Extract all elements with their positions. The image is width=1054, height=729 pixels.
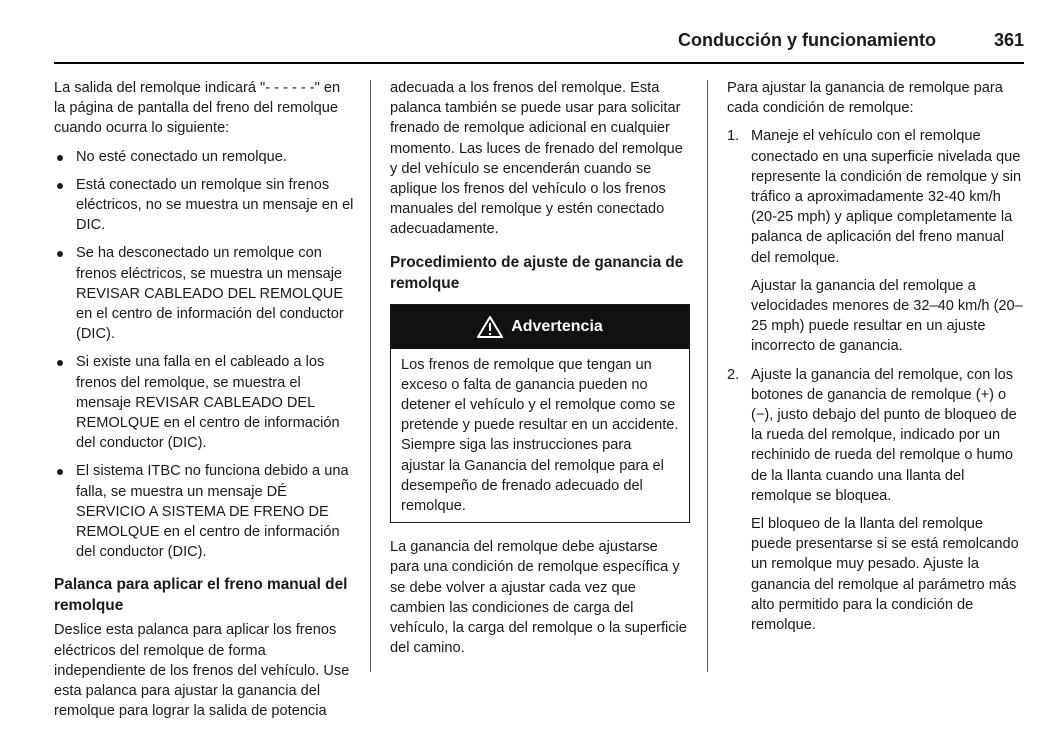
warning-box	[390, 304, 690, 524]
condition-list	[54, 147, 354, 563]
bullet-icon	[57, 469, 63, 475]
step-note: Ajustar la ganancia del remolque a velocidades menores de 32–40 km/h (20–25 mph) puede resultar en un ajuste incorrecto de ganancia.	[751, 277, 1023, 355]
section-heading: Procedimiento de ajuste de ganancia de remolque	[390, 253, 684, 292]
body-paragraph: adecuada a los frenos del remolque. Esta palanca también se puede usar para solicitar frenado de remolque adicional en cualquier momento. Las luces de frenado del remolque y del vehículo se encenderán cuando se aplique los frenos del vehículo o los frenos manuales del remolque y estén conectado adecuadamente.	[390, 80, 683, 238]
bullet-icon	[57, 360, 63, 366]
intro-paragraph: La salida del remolque indicará "- - - - - -" en la página de pantalla del freno del remolque cuando ocurra lo siguiente:	[54, 80, 341, 137]
list-item: Si existe una falla en el cableado a los frenos del remolque, se muestra el mensaje REVISAR CABLEADO DEL REMOLQUE en el centro de información del conductor (DIC).	[54, 352, 354, 453]
warning-triangle-icon	[477, 316, 503, 338]
step-text: Maneje el vehículo con el remolque conectado en una superficie nivelada que represente la condición de remolque y sin tráfico a aproximadamente 32-40 km/h (20-25 mph) y aplique completamente la palanca de aplicación del freno manual del remolque.	[751, 128, 1022, 266]
intro-paragraph: Para ajustar la ganancia de remolque para cada condición de remolque:	[727, 80, 1003, 117]
step-number: 1.	[727, 128, 740, 145]
bullet-icon	[57, 155, 63, 161]
header-rule	[54, 62, 1024, 64]
section-title: Conducción y funcionamiento	[677, 30, 936, 50]
list-item: El sistema ITBC no funciona debido a una falla, se muestra un mensaje DÉ SERVICIO A SISTEMA DE FRENO DE REMOLQUE en el centro de información del conductor (DIC).	[54, 461, 354, 562]
bullet-icon	[57, 183, 63, 189]
column-divider	[707, 80, 708, 672]
step-number: 2.	[727, 366, 740, 383]
list-item	[727, 126, 1027, 356]
column-2	[390, 78, 690, 666]
step-note: El bloqueo de la llanta del remolque puede presentarse si se está remolcando un remolque muy pesado. Ajuste la ganancia del remolque al parámetro más alto permitido para la condición de remolque.	[751, 516, 1019, 634]
column-1	[54, 78, 354, 729]
list-item: No esté conectado un remolque.	[54, 147, 354, 167]
step-text: Ajuste la ganancia del remolque, con los botones de ganancia de remolque (+) o (−), justo debajo del punto de bloqueo de la rueda del remolque, indicado por un rechinido de rueda del remolque o humo de la llanta cuando una llanta del remolque se bloquea.	[751, 366, 1017, 504]
warning-header	[391, 305, 689, 349]
warning-title: Advertencia	[511, 317, 603, 335]
list-item	[727, 365, 1027, 636]
page-header	[54, 30, 1024, 56]
bullet-icon	[57, 251, 63, 257]
warning-text: Los frenos de remolque que tengan un exceso o falta de ganancia pueden no detener el vehículo y el remolque como se pretende y puede resultar en un accidente. Siempre siga las instrucciones para ajustar la Ganancia del remolque para el desempeño de frenado adecuado del remolque.	[401, 356, 679, 515]
body-paragraph: Deslice esta palanca para aplicar los frenos eléctricos del remolque de forma independiente de los frenos del vehículo. Use esta palanca para ajustar la ganancia del remolque para lograr la salida de potencia	[54, 622, 350, 720]
body-paragraph: La ganancia del remolque debe ajustarse para una condición de remolque específica y se debe volver a ajustar cada vez que cambien las condiciones de carga del vehículo, la carga del remolque o la superficie del camino.	[390, 539, 687, 657]
column-divider	[370, 80, 371, 672]
page-number: 361	[993, 30, 1024, 50]
list-item: Está conectado un remolque sin frenos eléctricos, no se muestra un mensaje en el DIC.	[54, 175, 354, 236]
section-heading: Palanca para aplicar el freno manual del remolque	[54, 576, 348, 615]
list-item: Se ha desconectado un remolque con frenos eléctricos, se muestra un mensaje REVISAR CABLEADO DEL REMOLQUE en el centro de información del conductor (DIC).	[54, 243, 354, 344]
steps-list	[727, 126, 1027, 635]
column-3	[727, 78, 1027, 643]
